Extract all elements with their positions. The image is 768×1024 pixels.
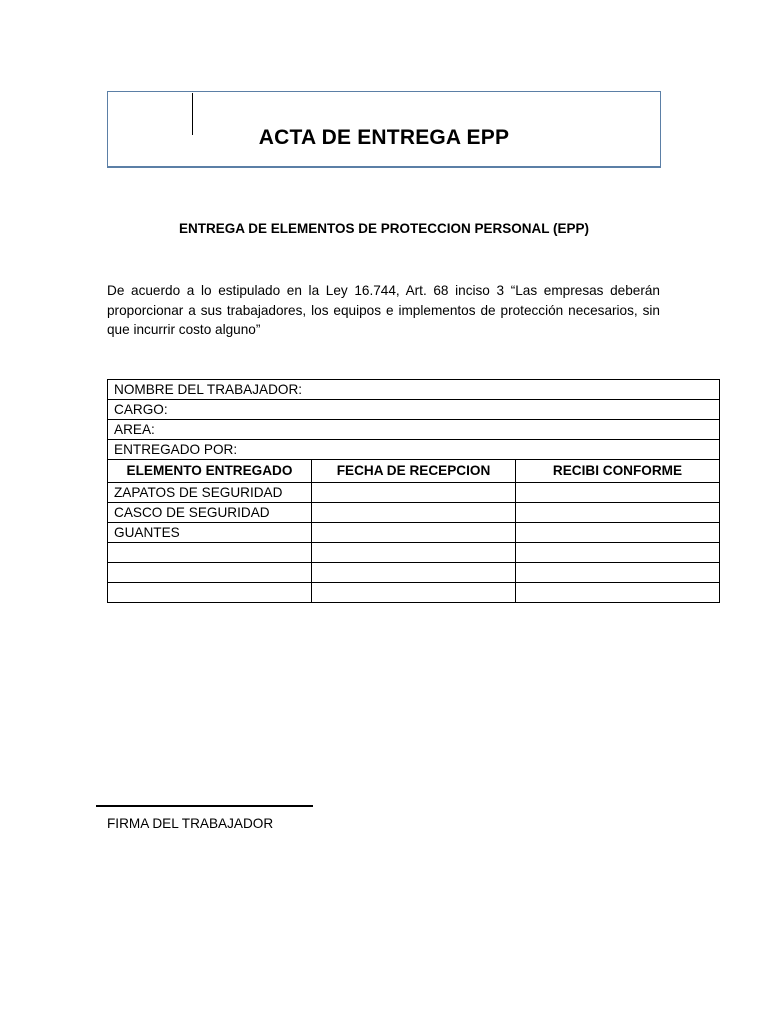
item-cell[interactable]: [108, 583, 312, 603]
received-cell[interactable]: [516, 543, 720, 563]
date-cell[interactable]: [312, 503, 516, 523]
column-header-received: RECIBI CONFORME: [516, 460, 720, 483]
received-cell[interactable]: [516, 483, 720, 503]
table-row: [108, 583, 720, 603]
info-row-position: [108, 400, 720, 420]
table-header-row: [108, 460, 720, 483]
document-title: ACTA DE ENTREGA EPP: [258, 126, 510, 149]
table-row: [108, 563, 720, 583]
worker-name-field[interactable]: NOMBRE DEL TRABAJADOR:: [108, 380, 720, 400]
column-header-date: FECHA DE RECEPCION: [312, 460, 516, 483]
position-field[interactable]: CARGO:: [108, 400, 720, 420]
item-cell: ZAPATOS DE SEGURIDAD: [108, 483, 312, 503]
signature-line[interactable]: [96, 805, 313, 807]
info-row-worker-name: [108, 380, 720, 400]
item-cell: CASCO DE SEGURIDAD: [108, 503, 312, 523]
area-field[interactable]: AREA:: [108, 420, 720, 440]
document-subtitle: ENTREGA DE ELEMENTOS DE PROTECCION PERSONAL (EPP): [178, 221, 590, 236]
table-row: [108, 483, 720, 503]
received-cell[interactable]: [516, 523, 720, 543]
date-cell[interactable]: [312, 583, 516, 603]
signature-label: FIRMA DEL TRABAJADOR: [107, 816, 274, 831]
table-row: [108, 523, 720, 543]
date-cell[interactable]: [312, 563, 516, 583]
info-row-delivered-by: [108, 440, 720, 460]
table-row: [108, 543, 720, 563]
date-cell[interactable]: [312, 483, 516, 503]
received-cell[interactable]: [516, 503, 720, 523]
info-row-area: [108, 420, 720, 440]
date-cell[interactable]: [312, 523, 516, 543]
table-row: [108, 503, 720, 523]
item-cell[interactable]: [108, 563, 312, 583]
column-header-item: ELEMENTO ENTREGADO: [108, 460, 312, 483]
date-cell[interactable]: [312, 543, 516, 563]
item-cell: GUANTES: [108, 523, 312, 543]
legal-paragraph: De acuerdo a lo estipulado en la Ley 16.744, Art. 68 inciso 3 “Las empresas deberán proporcionar a sus trabajadores, los equipos e implementos de protección necesarios, sin que incurrir costo alguno”: [107, 283, 660, 337]
received-cell[interactable]: [516, 583, 720, 603]
item-cell[interactable]: [108, 543, 312, 563]
received-cell[interactable]: [516, 563, 720, 583]
epp-delivery-table: [107, 379, 720, 603]
delivered-by-field[interactable]: ENTREGADO POR:: [108, 440, 720, 460]
